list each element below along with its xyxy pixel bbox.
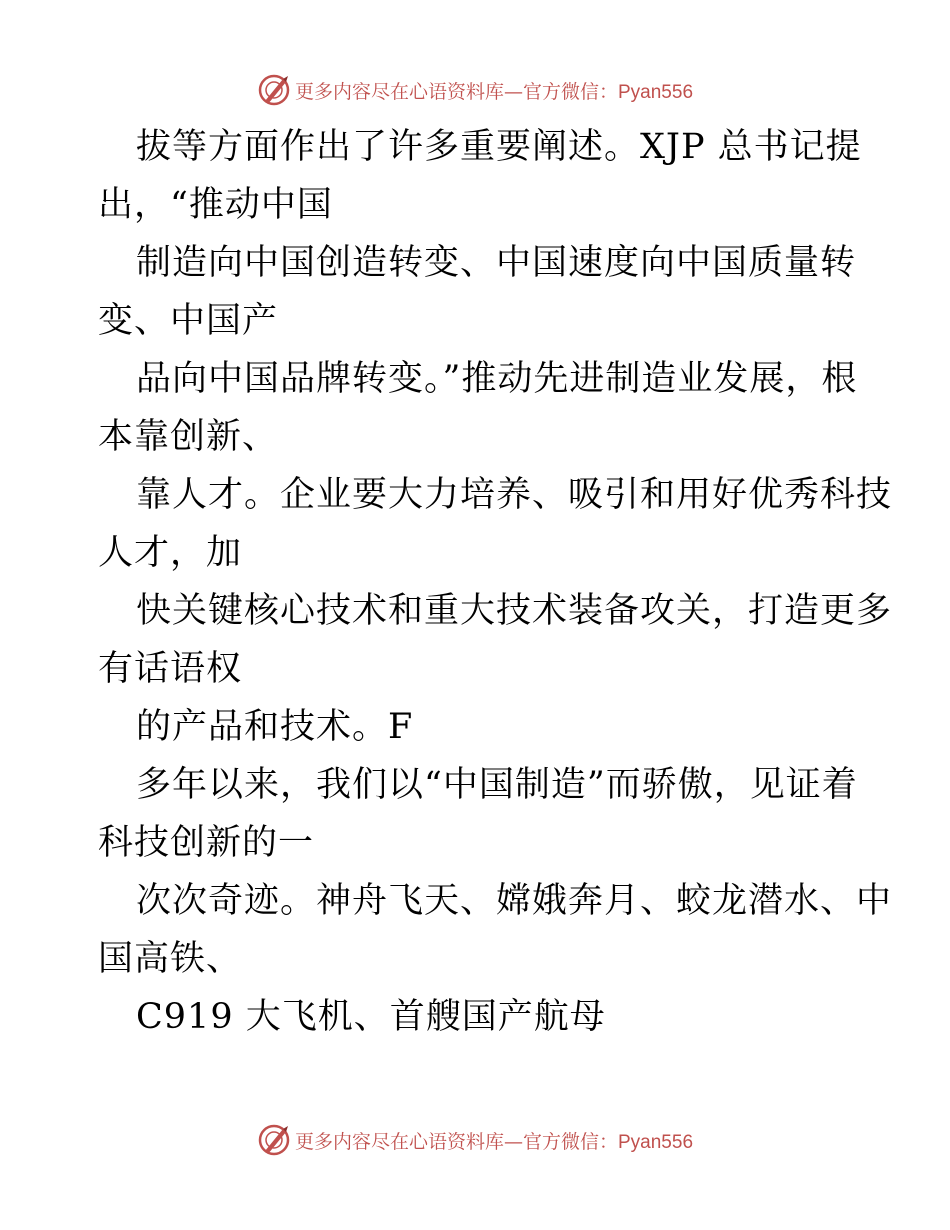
body-line: 制造向中国创造转变、中国速度向中国质量转	[136, 243, 857, 283]
document-body	[98, 118, 893, 1046]
body-line: 变、中国产	[98, 301, 279, 341]
footer-banner-label: 更多内容尽在心语资料库—官方微信：	[294, 1130, 618, 1153]
body-line: 出，“推动中国	[98, 185, 333, 225]
body-line: 国高铁、	[98, 939, 243, 979]
footer-banner-handle: Pyan556	[618, 1131, 694, 1153]
header-banner	[0, 70, 950, 110]
pen-logo-icon	[257, 1123, 291, 1157]
body-line: 拔等方面作出了许多重要阐述。XJP 总书记提	[136, 127, 862, 167]
body-line: 快关键核心技术和重大技术装备攻关，打造更多	[136, 591, 893, 631]
body-line: 有话语权	[98, 649, 243, 689]
body-line: 品向中国品牌转变。”推动先进制造业发展，根	[136, 359, 858, 399]
body-line: 多年以来，我们以“中国制造”而骄傲，见证着	[136, 765, 858, 805]
pen-logo-icon	[257, 73, 291, 107]
body-line: 科技创新的一	[98, 823, 315, 863]
body-line: 本靠创新、	[98, 417, 279, 457]
header-banner-handle: Pyan556	[618, 81, 694, 103]
body-line: 的产品和技术。F	[136, 707, 414, 747]
header-banner-label: 更多内容尽在心语资料库—官方微信：	[294, 80, 618, 103]
footer-banner-text	[295, 1127, 693, 1154]
body-line: 靠人才。企业要大力培养、吸引和用好优秀科技	[136, 475, 893, 515]
header-banner-text	[295, 77, 693, 104]
body-line: 人才，加	[98, 533, 243, 573]
body-line: C919 大飞机、首艘国产航母	[136, 997, 606, 1037]
footer-banner	[0, 1120, 950, 1160]
body-line: 次次奇迹。神舟飞天、嫦娥奔月、蛟龙潜水、中	[136, 881, 893, 921]
